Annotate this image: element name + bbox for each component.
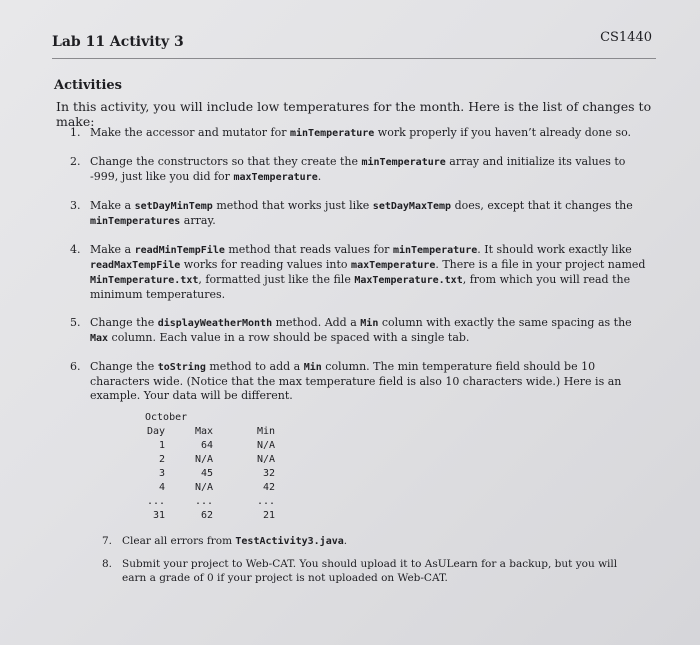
code-term: readMinTempFile [134,245,225,256]
activity-list-continued [102,534,642,593]
code-term: TestActivity3.java [235,536,344,547]
item-text: column. Each value in a row should be spaced with a single tab. [108,331,470,344]
example-cell: N/A [194,482,213,493]
item-text: method that reads values for [224,243,393,256]
list-item [70,360,650,403]
example-cell: ... [146,496,165,507]
example-cell: N/A [194,454,213,465]
example-cell: Min [256,426,275,437]
list-item-number: 4. [70,243,81,256]
item-text: Change the [90,360,158,373]
item-text: Make a [90,199,135,212]
course-code: CS1440 [600,30,652,45]
item-text: Change the [90,316,158,329]
example-cell: 62 [200,510,213,521]
list-item-number: 8. [102,558,113,570]
item-text: . There is a file in your project named [435,258,646,271]
example-cell: 32 [262,468,275,479]
list-item [70,155,650,185]
example-cell: Day [146,426,165,437]
code-term: setDayMaxTemp [372,201,452,212]
example-cell: 2 [158,454,165,465]
code-term: Min [360,318,379,329]
code-term: minTemperatures [90,216,181,227]
item-text: . [343,535,348,547]
item-text: method that works just like [212,199,373,212]
list-item [102,557,642,585]
code-term: toString [157,362,206,373]
example-cell: 64 [200,440,213,451]
item-text: column. The min temperature field should be 10 characters wide. (Notice that the max temperature field is also 10 characters wide.) Here is an example. Your data will be different. [90,360,622,402]
example-cell: 3 [158,468,165,479]
list-item [70,126,650,141]
list-item-number: 7. [102,535,113,547]
example-cell: N/A [256,440,275,451]
intro-text: In this activity, you will include low temperatures for the month. Here is the list of changes to make: [56,99,652,129]
code-term: readMaxTempFile [90,260,181,271]
section-title: Activities [54,78,122,93]
item-text: . It should work exactly like [477,243,632,256]
code-term: Max [90,333,109,344]
list-item-number: 2. [70,155,81,168]
code-term: displayWeatherMonth [157,318,273,329]
list-item-number: 3. [70,199,81,212]
item-text: works for reading values into [180,258,352,271]
list-item [70,199,650,229]
example-cell: 1 [158,440,165,451]
example-cell: 45 [200,468,213,479]
code-term: minTemperature [289,128,375,139]
example-month: October [145,412,188,423]
code-term: Min [303,362,322,373]
code-term: minTemperature [392,245,478,256]
code-term: maxTemperature [351,260,436,271]
code-term: setDayMinTemp [134,201,213,212]
activity-list [70,126,650,417]
example-cell: N/A [256,454,275,465]
list-item-number: 6. [70,360,81,373]
list-item-number: 1. [70,126,81,139]
code-term: MinTemperature.txt [90,275,199,286]
item-text: array. [180,214,216,227]
item-text: array and initialize its values to -999, just like you did for [90,155,626,183]
item-text: does, except that it changes the [451,199,633,212]
example-cell: 4 [158,482,165,493]
list-item [102,534,642,549]
example-cell: ... [256,496,275,507]
header-rule [52,58,656,59]
example-cell: 21 [262,510,275,521]
item-text: , formatted just like the file [198,273,355,286]
item-text: work properly if you haven’t already done so. [374,126,632,139]
item-text: method. Add a [272,316,361,329]
code-term: MaxTemperature.txt [354,275,463,286]
item-text: column with exactly the same spacing as the [378,316,632,329]
item-text: Change the constructors so that they create the [90,155,362,168]
item-text: . [317,170,322,183]
item-text: Submit your project to Web-CAT. You should upload it to AsULearn for a backup, but you will earn a grade of 0 if your project is not uploaded on Web-CAT. [122,558,618,584]
example-cell: ... [194,496,213,507]
item-text: , from which you will read the minimum temperatures. [90,273,631,301]
code-term: minTemperature [361,157,446,168]
item-text: method to add a [205,360,304,373]
page-header [52,30,656,60]
example-cell: Max [194,426,213,437]
item-text: Make a [90,243,135,256]
example-cell: 42 [262,482,275,493]
list-item [70,243,650,302]
lab-title: Lab 11 Activity 3 [52,34,184,50]
item-text: Clear all errors from [122,535,236,547]
item-text: Make the accessor and mutator for [90,126,290,139]
code-term: maxTemperature [233,172,318,183]
list-item [70,316,650,346]
example-cell: 31 [152,510,165,521]
list-item-number: 5. [70,316,81,329]
